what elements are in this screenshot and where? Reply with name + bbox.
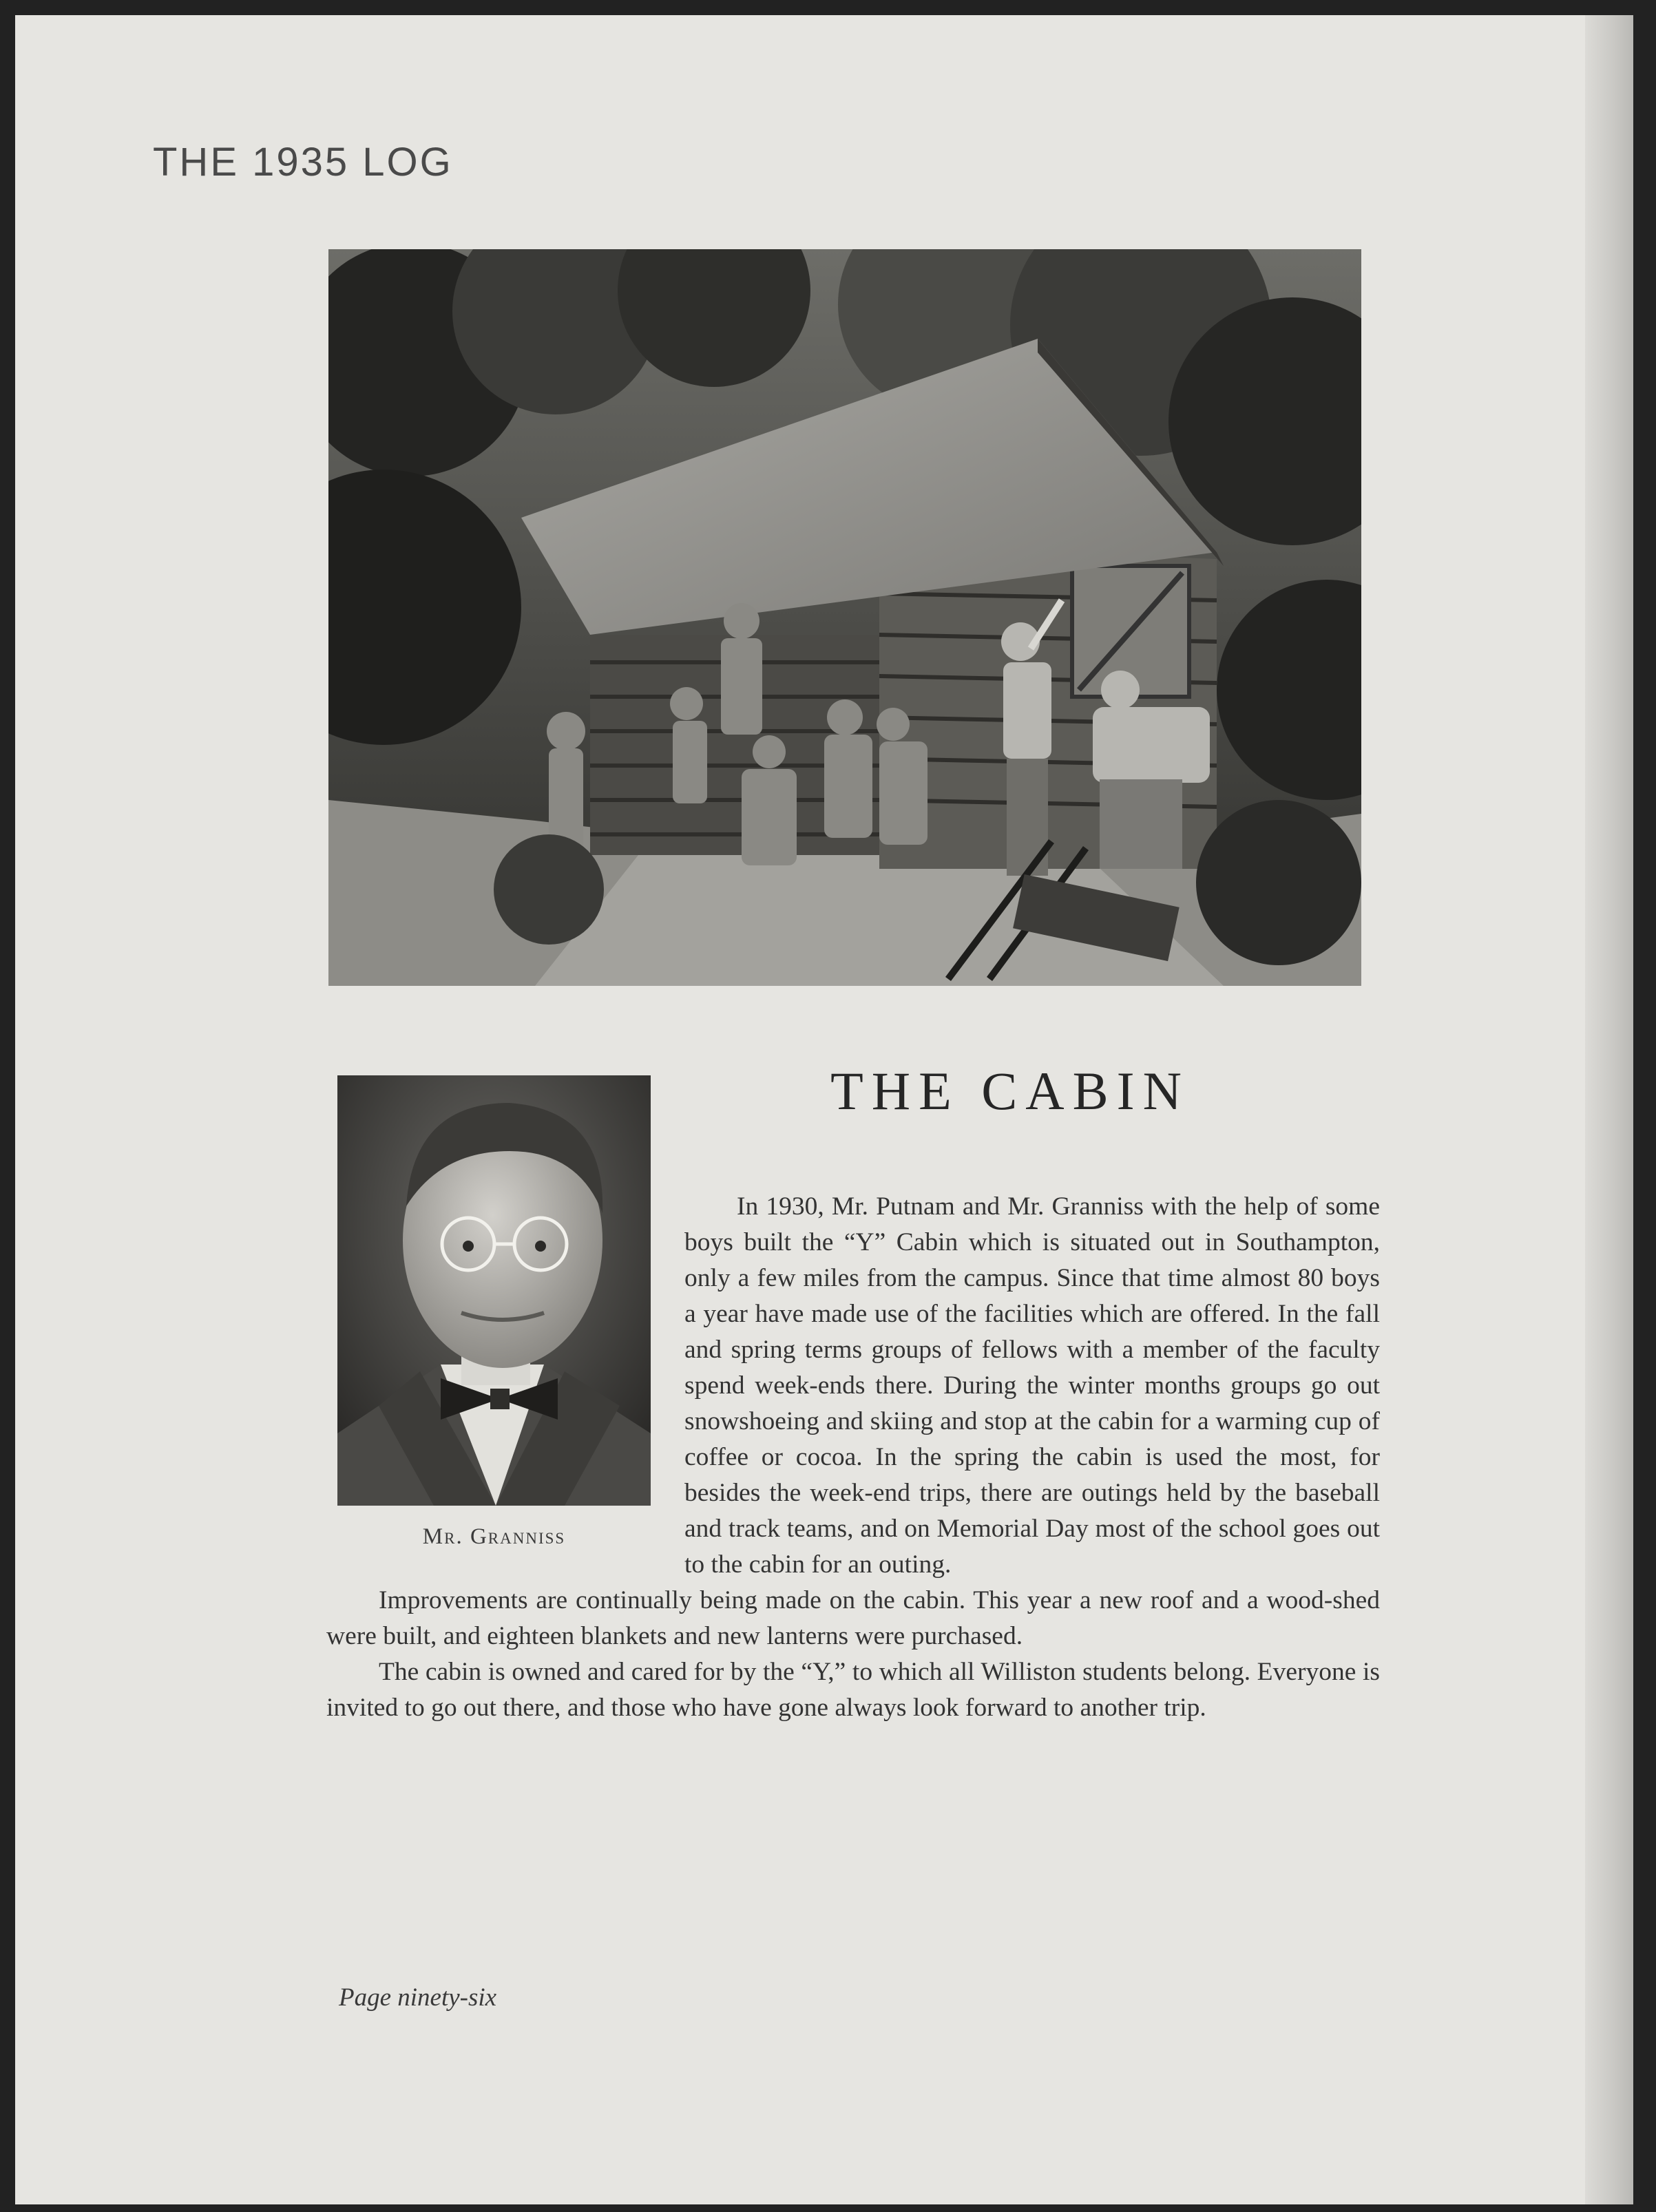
- portrait-text-wrap: [326, 1189, 684, 1578]
- article-body: [326, 1189, 1380, 1726]
- portrait-caption: Mr. Granniss: [422, 1524, 566, 1549]
- page-spine-shadow: [1585, 15, 1633, 2204]
- cabin-photo: [328, 249, 1361, 986]
- article-paragraph-1: In 1930, Mr. Putnam and Mr. Granniss with the help of some boys built the “Y” Cabin which is situated out in Southampton, only a few miles from the campus. Since that time almost 80 boys a year have made use of the facilities which are offered. In the fall and spring terms groups of fellows with a member of the faculty spend week-ends there. During the winter months groups go out snowshoeing and skiing and stop at the cabin for a warming cup of coffee or cocoa. In the spring the cabin is used the most, for besides the week-end trips, there are outings held by the baseball and track teams, and on Memorial Day most of the school goes out to the cabin for an outing.: [684, 1192, 1380, 1579]
- article-paragraph-2: Improvements are continually being made on the cabin. This year a new roof and a wood-shed were built, and eighteen blankets and new lanterns were purchased.: [326, 1586, 1380, 1650]
- yearbook-page: [15, 15, 1633, 2204]
- page-number: Page ninety-six: [339, 1983, 497, 2012]
- article-title: THE CABIN: [830, 1061, 1190, 1121]
- article-paragraph-3: The cabin is owned and cared for by the “Y,” to which all Williston students belong. Everyone is invited to go out there, and those who have gone always look forward to another trip.: [326, 1658, 1380, 1722]
- running-head: THE 1935 LOG: [153, 140, 453, 185]
- cabin-photo-illustration: [328, 249, 1361, 986]
